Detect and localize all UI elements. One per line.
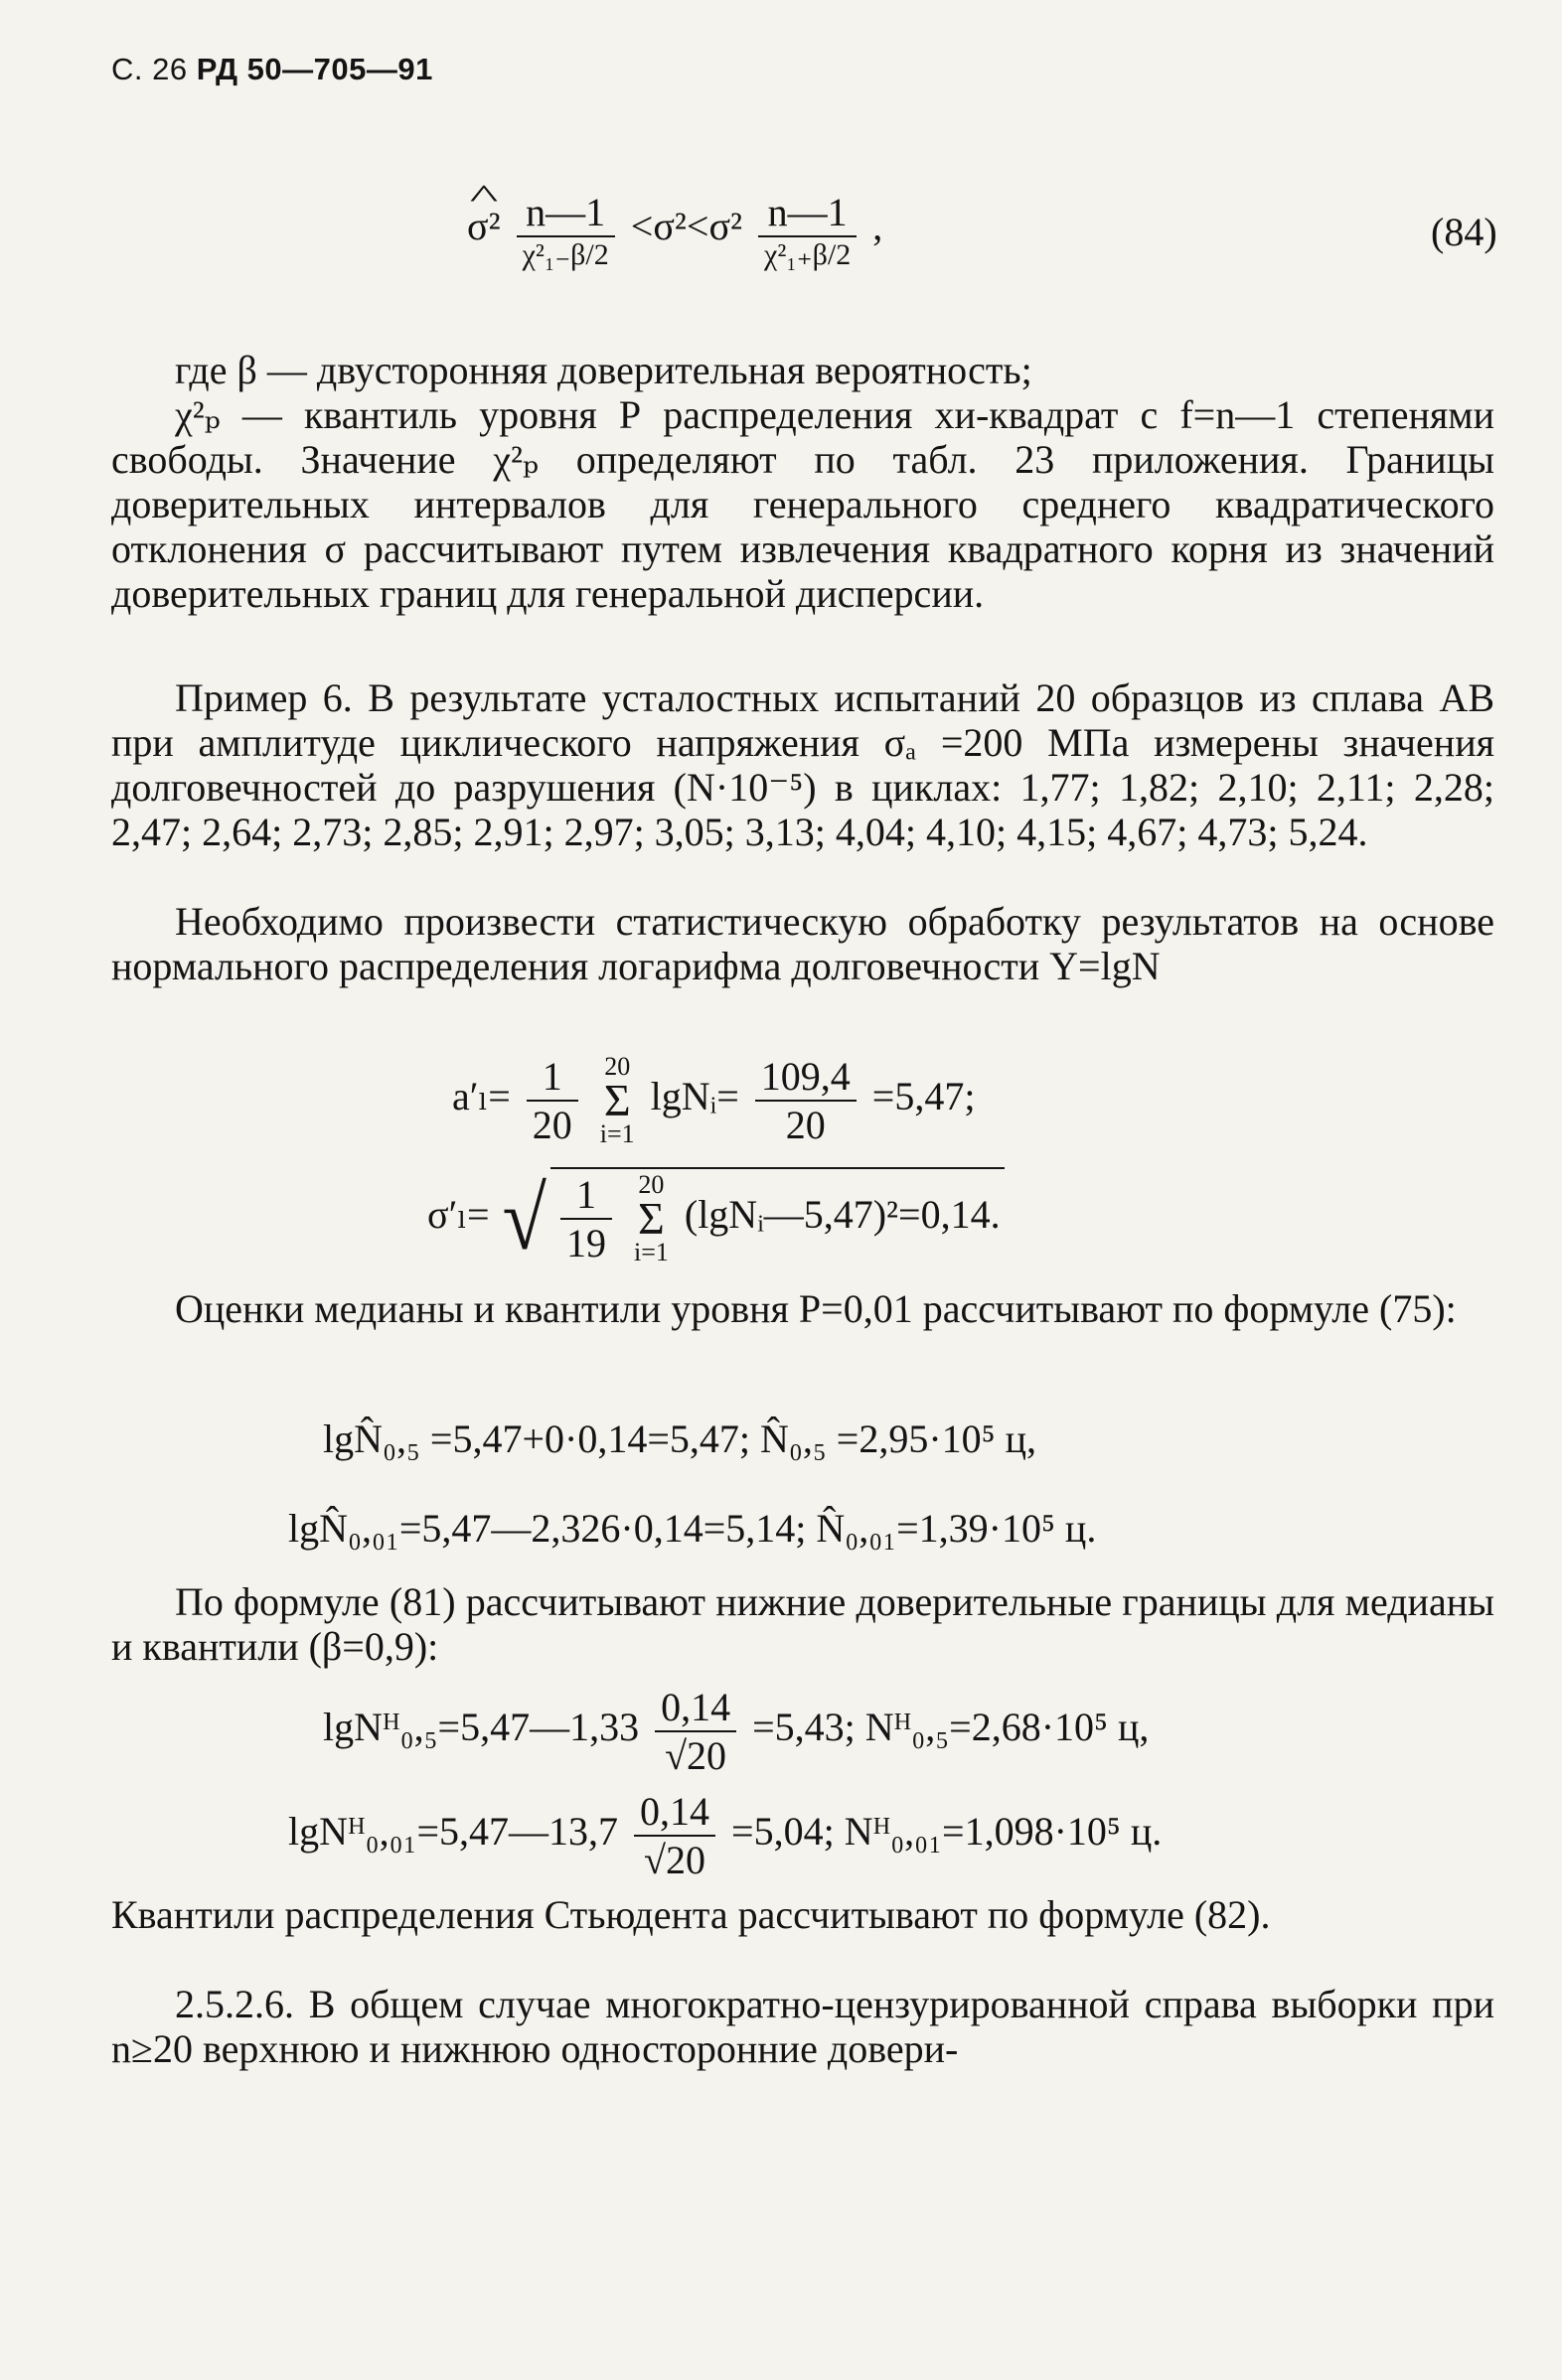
equation-mean: a′ₗ= $\frac{1}{20}$ 20 Σ i=1 lgNᵢ= $\frac{109,4}{20}$ =5,47; <box>452 1052 976 1148</box>
text-statistical-processing: Необходимо произвести статистическую обработку результатов на основе нормального распределения логарифма долговечности Y=lgN <box>111 899 1494 988</box>
equation-number: (84) <box>1431 210 1497 254</box>
page-number: С. 26 <box>111 52 188 86</box>
text-chi-description: χ²ₚ — квантиль уровня Р распределения хи-квадрат с f=n—1 степенями свободы. Значение χ²ₚ определяют по табл. 23 приложения. Границы доверительных интервалов для генерального среднего квадратического отклонения σ рассчитывают путем извлечения квадратного корня из значений доверительных границ для генеральной дисперсии. <box>111 392 1494 616</box>
equation-median-2: lgN̂₀,₀₁=5,47—2,326·0,14=5,14; N̂₀,₀₁=1,39·10⁵ ц. <box>288 1506 1097 1551</box>
text-student-quantiles: Квантили распределения Стьюдента рассчитывают по формуле (82). <box>111 1892 1271 1937</box>
equation-median-1: lgN̂₀,₅ =5,47+0·0,14=5,47; N̂₀,₅ =2,95·10⁵ ц, <box>323 1416 1037 1461</box>
equation-sigma: σ′ₗ= √ $\frac{1}{19}$ 20 Σ i=1 (lgNᵢ—5,47)²=0,14. <box>427 1167 1005 1270</box>
text-where-beta: где β — двусторонняя доверительная вероятность; <box>175 348 1032 392</box>
equation-lower-1: lgNᴴ₀,₅=5,47—1,33 $\frac{0,14}{√20}$ =5,43; Nᴴ₀,₅=2,68·10⁵ ц, <box>323 1685 1150 1778</box>
equation-84: ^ σ² $\frac{n—1}{\text{χ²₁₋β/2}}$ <σ²<σ² $\frac{n—1}{\text{χ²₁₊β/2}}$ , <box>467 189 882 272</box>
doc-code: РД 50—705—91 <box>196 52 433 86</box>
text-lower-bounds: По формуле (81) рассчитывают нижние доверительные границы для медианы и квантили (β=0,9): <box>111 1579 1494 1669</box>
page-header <box>111 52 433 87</box>
equation-lower-2: lgNᴴ₀,₀₁=5,47—13,7 $\frac{0,14}{√20}$ =5,04; Nᴴ₀,₀₁=1,098·10⁵ ц. <box>288 1789 1163 1882</box>
text-median-estimates: Оценки медианы и квантили уровня P=0,01 рассчитывают по формуле (75): <box>175 1286 1457 1331</box>
text-example-6: Пример 6. В результате усталостных испытаний 20 образцов из сплава АВ при амплитуде циклического напряжения σₐ =200 МПа измерены значения долговечностей до разрушения (N·10⁻⁵) в циклах: 1,77; 1,82; 2,10; 2,11; 2,28; 2,47; 2,64; 2,73; 2,85; 2,91; 2,97; 3,05; 3,13; 4,04; 4,10; 4,15; 4,67; 4,73; 5,24. <box>111 675 1494 854</box>
text-section-2-5-2-6: 2.5.2.6. В общем случае многократно-цензурированной справа выборки при n≥20 верхнюю и нижнюю односторонние довери- <box>111 1982 1494 2071</box>
